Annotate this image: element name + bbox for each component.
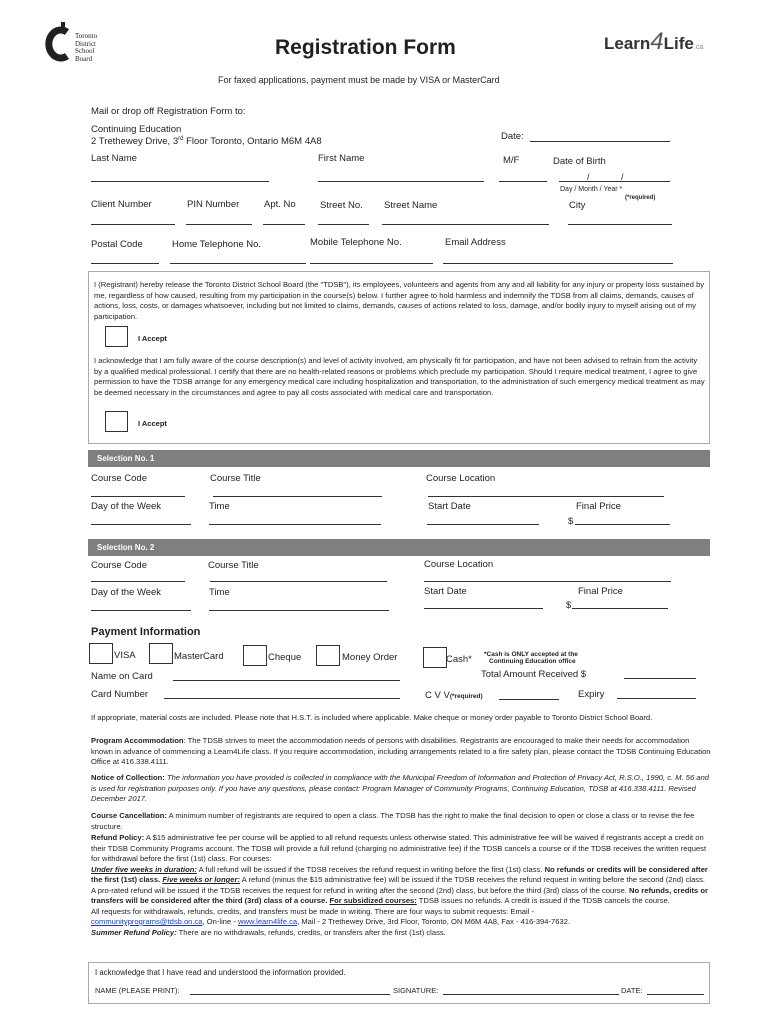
mail-line1: Continuing Education bbox=[91, 124, 182, 135]
online-text: , On-line - bbox=[202, 917, 238, 926]
under5-bold: No refunds or credits will be considered after the first (1st) class. bbox=[91, 864, 708, 884]
email-link[interactable]: communityprograms@tdsb.on.ca bbox=[91, 917, 203, 926]
cash-note-2: Continuing Education office bbox=[489, 658, 576, 665]
s2-final-price-label: Final Price bbox=[578, 586, 623, 597]
last-name-label: Last Name bbox=[91, 153, 137, 164]
five-weeks-text: A refund (minus the $15 administrative fee) will be issued if the TDSB receives the refund request in writing before the second (2nd) class. A pro-rated refund will be issued if the TDSB receives the request for refund in writing after the second (2nd) class, but before the third (3rd) class of the course. bbox=[91, 875, 706, 895]
requests-text: All requests for withdrawals, refunds, credits, and transfers must be made in writing. There are four ways to submit requests: Email - bbox=[91, 906, 535, 916]
s2-course-title-label: Course Title bbox=[208, 560, 259, 571]
s1-final-price-label: Final Price bbox=[576, 501, 621, 512]
mastercard-checkbox[interactable] bbox=[149, 643, 173, 664]
notice-text: The information you have provided is collected in compliance with the Municipal Freedom of Information and Protection of Privacy Act, R.S.O., 1990, c. M. 56 and is used for registration purposes only. If you have any questions, please contact: Program Manager of Community Programs, Continuing Education, TDSB at 416.338.4111. Revised December 2017. bbox=[91, 773, 710, 803]
tdsb-logo-icon bbox=[45, 22, 73, 62]
apt-no-field[interactable] bbox=[263, 224, 305, 225]
cheque-checkbox[interactable] bbox=[243, 645, 267, 666]
accept-label-2: I Accept bbox=[138, 419, 167, 428]
street-no-field[interactable] bbox=[318, 224, 369, 225]
mf-label: M/F bbox=[503, 155, 520, 166]
mobile-tel-field[interactable] bbox=[310, 263, 433, 264]
cheque-label: Cheque bbox=[268, 652, 302, 663]
home-tel-field[interactable] bbox=[170, 263, 306, 264]
learn4life-logo: Learn4Life.ca bbox=[604, 28, 704, 55]
under5-label: Under five weeks in duration: bbox=[91, 864, 197, 874]
s2-time-field[interactable] bbox=[209, 610, 389, 611]
refund-section bbox=[91, 833, 711, 938]
subtitle: For faxed applications, payment must be made by VISA or MasterCard bbox=[218, 75, 500, 85]
tdsb-logo-line: Toronto bbox=[75, 32, 98, 40]
s2-course-code-label: Course Code bbox=[91, 560, 147, 571]
client-number-label: Client Number bbox=[91, 199, 152, 210]
s1-course-location-field[interactable] bbox=[428, 496, 664, 497]
s1-dollar-sign: $ bbox=[568, 516, 574, 527]
release-text: I (Registrant) hereby release the Toronto District School Board (the "TDSB"), its employees, volunteers and agents from any and all liability for any injury or property loss sustained by me, regardless of how caused, resulting from my participation in the course(s) below. I further agree to hold harmless and indemnify the TDSB from all claims, demands, causes of actions, loss, costs, or damages whatsoever, including but not limited to claims, demands, causes of actions related to loss, damage, and/or bodily injury to myself arising out of my participation. bbox=[94, 280, 705, 321]
visa-label: VISA bbox=[114, 650, 136, 661]
ack-date-label: DATE: bbox=[621, 986, 643, 995]
first-name-label: First Name bbox=[318, 153, 365, 164]
signature-label: SIGNATURE: bbox=[393, 986, 439, 995]
pin-number-field[interactable] bbox=[186, 224, 252, 225]
accept-label-1: I Accept bbox=[138, 334, 167, 343]
city-label: City bbox=[569, 200, 586, 211]
refund-text: A $15 administrative fee per course will be applied to all refund requests unless otherwise stated. This administrative fee will be waived if registrants accept a credit on their TDSB Community Programs account. The TDSB will provide a full refund (charging no administrative fee) if the TDSB cancels a course or if the TDSB receives the written request for withdrawal before the first (1st) class. For courses: bbox=[91, 833, 707, 863]
street-name-field[interactable] bbox=[382, 224, 549, 225]
print-name-field[interactable] bbox=[190, 994, 390, 995]
accept-checkbox-2[interactable] bbox=[105, 411, 128, 432]
cancellation-section bbox=[91, 811, 711, 832]
cash-note-1: *Cash is ONLY accepted at the bbox=[484, 651, 578, 658]
city-field[interactable] bbox=[568, 224, 672, 225]
s2-start-date-label: Start Date bbox=[424, 586, 467, 597]
s2-course-location-field[interactable] bbox=[424, 581, 671, 582]
first-name-field[interactable] bbox=[318, 181, 484, 182]
cash-checkbox[interactable] bbox=[423, 647, 447, 668]
s1-final-price-field[interactable] bbox=[575, 524, 670, 525]
subsidized-label: For subsidized courses: bbox=[329, 896, 417, 905]
s1-course-title-field[interactable] bbox=[213, 496, 382, 497]
name-on-card-field[interactable] bbox=[173, 680, 400, 681]
s2-day-label: Day of the Week bbox=[91, 587, 162, 598]
street-name-label: Street Name bbox=[384, 200, 438, 211]
s2-course-code-field[interactable] bbox=[91, 581, 185, 582]
s2-start-date-field[interactable] bbox=[424, 608, 543, 609]
notice-label: Notice of Collection: bbox=[91, 773, 165, 782]
mobile-tel-label: Mobile Telephone No. bbox=[310, 237, 402, 248]
s2-day-field[interactable] bbox=[91, 610, 191, 611]
cvv-required: (*required) bbox=[449, 693, 483, 700]
apt-no-label: Apt. No bbox=[264, 199, 296, 210]
refund-label: Refund Policy: bbox=[91, 833, 145, 842]
website-link[interactable]: www.learn4life.ca bbox=[238, 917, 298, 926]
tdsb-logo-line: Board bbox=[75, 54, 93, 63]
s1-course-code-label: Course Code bbox=[91, 473, 147, 484]
expiry-field[interactable] bbox=[617, 698, 696, 699]
acknowledge-text: I acknowledge that I am fully aware of the course description(s) and level of activity involved, am physically fit for participation, and have not been advised to refrain from the activity by a qualified medical professional. I certify that there are no health-related reasons or problems which preclude my participation. Should I require medical treatment, I agree to give permission to have the TDSB arrange for any emergency medical care including hospitalization and transportation, to the administration of such emergency medical treatment as may be deemed necessary in the circumstances and agree to pay all costs associated with medical care and transportation. bbox=[94, 356, 705, 397]
s1-start-date-label: Start Date bbox=[428, 501, 471, 512]
summer-text: There are no withdrawals, refunds, credits, or transfers after the first (1st) class. bbox=[176, 927, 446, 937]
home-tel-label: Home Telephone No. bbox=[172, 239, 262, 250]
mf-field[interactable] bbox=[499, 181, 547, 182]
mastercard-label: MasterCard bbox=[174, 651, 224, 662]
pin-number-label: PIN Number bbox=[187, 199, 240, 210]
s1-course-code-field[interactable] bbox=[91, 496, 185, 497]
accommodation-section bbox=[91, 736, 711, 768]
summer-label: Summer Refund Policy: bbox=[91, 927, 177, 937]
visa-checkbox[interactable] bbox=[89, 643, 113, 664]
date-line[interactable] bbox=[530, 141, 670, 142]
dob-slash: / bbox=[621, 172, 624, 182]
cancellation-label: Course Cancellation: bbox=[91, 811, 167, 820]
ack-date-field[interactable] bbox=[647, 994, 704, 995]
name-on-card-label: Name on Card bbox=[91, 671, 153, 682]
total-received-label: Total Amount Received $ bbox=[481, 669, 587, 680]
date-label: Date: bbox=[501, 131, 524, 142]
dob-field[interactable] bbox=[559, 181, 670, 182]
expiry-label: Expiry bbox=[578, 689, 605, 700]
mail-line2: 2 Trethewey Drive, 3rd Floor Toronto, Ontario M6M 4A8 bbox=[91, 136, 322, 148]
s1-start-date-field[interactable] bbox=[427, 524, 539, 525]
s2-time-label: Time bbox=[209, 587, 230, 598]
cancellation-text: A minimum number of registrants are required to open a class. The TDSB has the right to make the final decision to open or close a class or to revise the fee structure. bbox=[91, 811, 695, 831]
s2-final-price-field[interactable] bbox=[572, 608, 668, 609]
street-no-label: Street No. bbox=[320, 200, 363, 211]
email-field[interactable] bbox=[443, 263, 673, 264]
materials-note: If appropriate, material costs are included. Please note that H.S.T. is included where applicable. Make cheque or money order payable to Toronto District School Board. bbox=[91, 713, 653, 722]
card-number-label: Card Number bbox=[91, 689, 149, 700]
money-order-label: Money Order bbox=[342, 652, 398, 663]
payment-heading: Payment Information bbox=[91, 626, 201, 638]
dob-label: Date of Birth bbox=[553, 156, 606, 167]
notice-section bbox=[91, 773, 711, 805]
selection-1-header: Selection No. 1 bbox=[88, 450, 710, 467]
cvv-field[interactable] bbox=[499, 699, 559, 700]
tdsb-logo-line: School bbox=[75, 47, 95, 55]
page-title: Registration Form bbox=[275, 36, 456, 59]
s1-time-label: Time bbox=[209, 501, 230, 512]
dob-required: (*required) bbox=[625, 195, 656, 201]
dob-hint: Day / Month / Year * bbox=[560, 186, 623, 193]
selection-2-header: Selection No. 2 bbox=[88, 539, 710, 556]
under5-text: A full refund will be issued if the TDSB receives the refund request in writing before the first (1st) class. bbox=[196, 864, 545, 874]
card-number-field[interactable] bbox=[164, 698, 400, 699]
mail-intro: Mail or drop off Registration Form to: bbox=[91, 106, 246, 117]
postal-code-field[interactable] bbox=[91, 263, 159, 264]
print-name-label: NAME (PLEASE PRINT): bbox=[95, 986, 180, 995]
five-weeks-bold: No refunds, credits or transfers will be considered after the third (3rd) class of a course. bbox=[91, 885, 708, 905]
s1-course-location-label: Course Location bbox=[426, 473, 496, 484]
accommodation-label: Program Accommodation bbox=[91, 736, 184, 745]
acknowledge-text: I acknowledge that I have read and understood the information provided. bbox=[95, 968, 346, 977]
accept-checkbox-1[interactable] bbox=[105, 326, 128, 347]
cash-label: Cash* bbox=[446, 654, 472, 665]
subsidized-text: TDSB issues no refunds. A credit is issued if the TDSB cancels the course. bbox=[416, 896, 670, 905]
postal-code-label: Postal Code bbox=[91, 239, 143, 250]
accommodation-text: : The TDSB strives to meet the accommodation needs of persons with disabilities. Registrants are encouraged to make their needs for accommodation known in advance of commencing a Learn4Life class. If you require accommodation, including arrangements related to a fire safety plan, please contact the TDSB Continuing Education Office at 416.338.4111. bbox=[91, 736, 711, 766]
s2-dollar-sign: $ bbox=[566, 600, 572, 611]
tdsb-logo-line: District bbox=[75, 39, 96, 48]
dob-slash: / bbox=[587, 172, 590, 182]
cvv-text: C V V bbox=[425, 690, 450, 701]
money-order-checkbox[interactable] bbox=[316, 645, 340, 666]
s2-course-title-field[interactable] bbox=[210, 581, 387, 582]
cvv-label bbox=[425, 690, 483, 701]
tdsb-logo bbox=[45, 22, 105, 66]
five-weeks-label: Five weeks or longer: bbox=[162, 875, 240, 884]
s1-course-title-label: Course Title bbox=[210, 473, 261, 484]
last-name-field[interactable] bbox=[91, 181, 269, 182]
email-label: Email Address bbox=[445, 237, 506, 248]
signature-field[interactable] bbox=[443, 994, 619, 995]
mail-address-text: , Mail - 2 Trethewey Drive, 3rd Floor, Toronto, ON M6M 4A8, Fax - 416-394-7632. bbox=[297, 917, 571, 926]
client-number-field[interactable] bbox=[91, 224, 175, 225]
total-received-field[interactable] bbox=[624, 678, 696, 679]
s1-day-field[interactable] bbox=[91, 524, 191, 525]
s2-course-location-label: Course Location bbox=[424, 559, 494, 570]
s1-day-label: Day of the Week bbox=[91, 501, 162, 512]
s1-time-field[interactable] bbox=[209, 524, 381, 525]
